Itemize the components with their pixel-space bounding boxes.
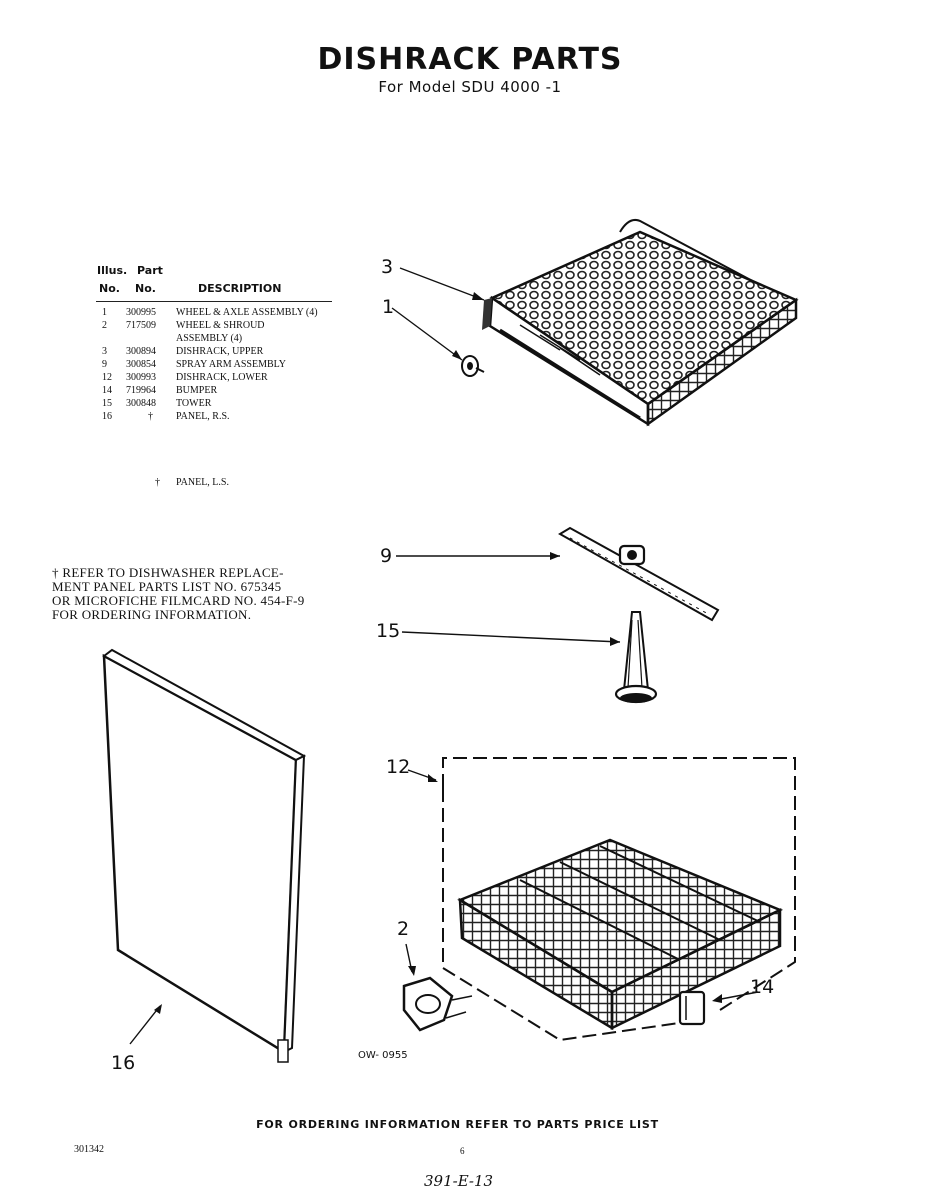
illus-no: 16 <box>102 411 112 422</box>
part-no: 717509 <box>126 320 156 331</box>
callout-3: 3 <box>381 256 394 278</box>
footer-ordering-info: FOR ORDERING INFORMATION REFER TO PARTS PRICE LIST <box>256 1118 659 1131</box>
illus-no: 12 <box>102 372 112 383</box>
lower-dishrack-illustration <box>443 758 795 1040</box>
part-description: SPRAY ARM ASSEMBLY <box>176 359 286 370</box>
part-no: † <box>148 411 153 422</box>
part-description: DISHRACK, UPPER <box>176 346 264 357</box>
part-description: DISHRACK, LOWER <box>176 372 268 383</box>
note-line: FOR ORDERING INFORMATION. <box>52 607 252 622</box>
illus-no: 1 <box>102 307 107 318</box>
illus-no: 15 <box>102 398 112 409</box>
part-description: TOWER <box>176 398 212 409</box>
illus-no: 2 <box>102 320 107 331</box>
note-line: † REFER TO DISHWASHER REPLACE- <box>52 565 284 580</box>
page-title: DISHRACK PARTS <box>317 42 623 77</box>
wheel-axle-illustration <box>462 356 484 376</box>
callout-12: 12 <box>386 756 411 778</box>
header-no-illus: No. <box>99 282 120 295</box>
header-no-part: No. <box>135 282 156 295</box>
panel-illustration <box>104 650 304 1062</box>
illus-no: 3 <box>102 346 107 357</box>
header-illus: Illus. <box>97 264 128 277</box>
bumper-illustration <box>680 992 704 1024</box>
part-no: 719964 <box>126 385 156 396</box>
illus-no: 9 <box>102 359 107 370</box>
part-no: 300854 <box>126 359 156 370</box>
header-description: DESCRIPTION <box>198 282 282 295</box>
note-line: MENT PANEL PARTS LIST NO. 675345 <box>52 579 282 594</box>
callout-14: 14 <box>750 976 775 998</box>
panel-ls-label: PANEL, L.S. <box>176 477 229 488</box>
part-description: WHEEL & SHROUD <box>176 320 265 331</box>
drawing-code: OW- 0955 <box>358 1050 408 1061</box>
callout-2: 2 <box>397 918 410 940</box>
callout-15: 15 <box>376 620 401 642</box>
callout-9: 9 <box>380 545 393 567</box>
part-description: BUMPER <box>176 385 218 396</box>
header-part: Part <box>137 264 163 277</box>
note-line: OR MICROFICHE FILMCARD NO. 454-F-9 <box>52 593 305 608</box>
part-no: 300995 <box>126 307 156 318</box>
page-subtitle: For Model SDU 4000 -1 <box>378 78 562 96</box>
part-no: 300993 <box>126 372 156 383</box>
page-number: 6 <box>460 1146 465 1156</box>
document-number: 301342 <box>74 1144 104 1155</box>
part-description: WHEEL & AXLE ASSEMBLY (4) <box>176 307 318 318</box>
spray-arm-illustration <box>560 528 718 620</box>
illus-no: 14 <box>102 385 112 396</box>
upper-dishrack-illustration <box>482 220 796 424</box>
tower-illustration <box>616 612 656 703</box>
part-description-continued: ASSEMBLY (4) <box>176 333 243 344</box>
wheel-shroud-illustration <box>404 978 472 1030</box>
callout-1: 1 <box>382 296 395 318</box>
part-no: 300848 <box>126 398 156 409</box>
handwritten-code: 391-E-13 <box>424 1172 494 1190</box>
callout-16: 16 <box>111 1052 136 1074</box>
part-no: 300894 <box>126 346 156 357</box>
part-description: PANEL, R.S. <box>176 411 230 422</box>
dagger-mark: † <box>155 477 160 488</box>
